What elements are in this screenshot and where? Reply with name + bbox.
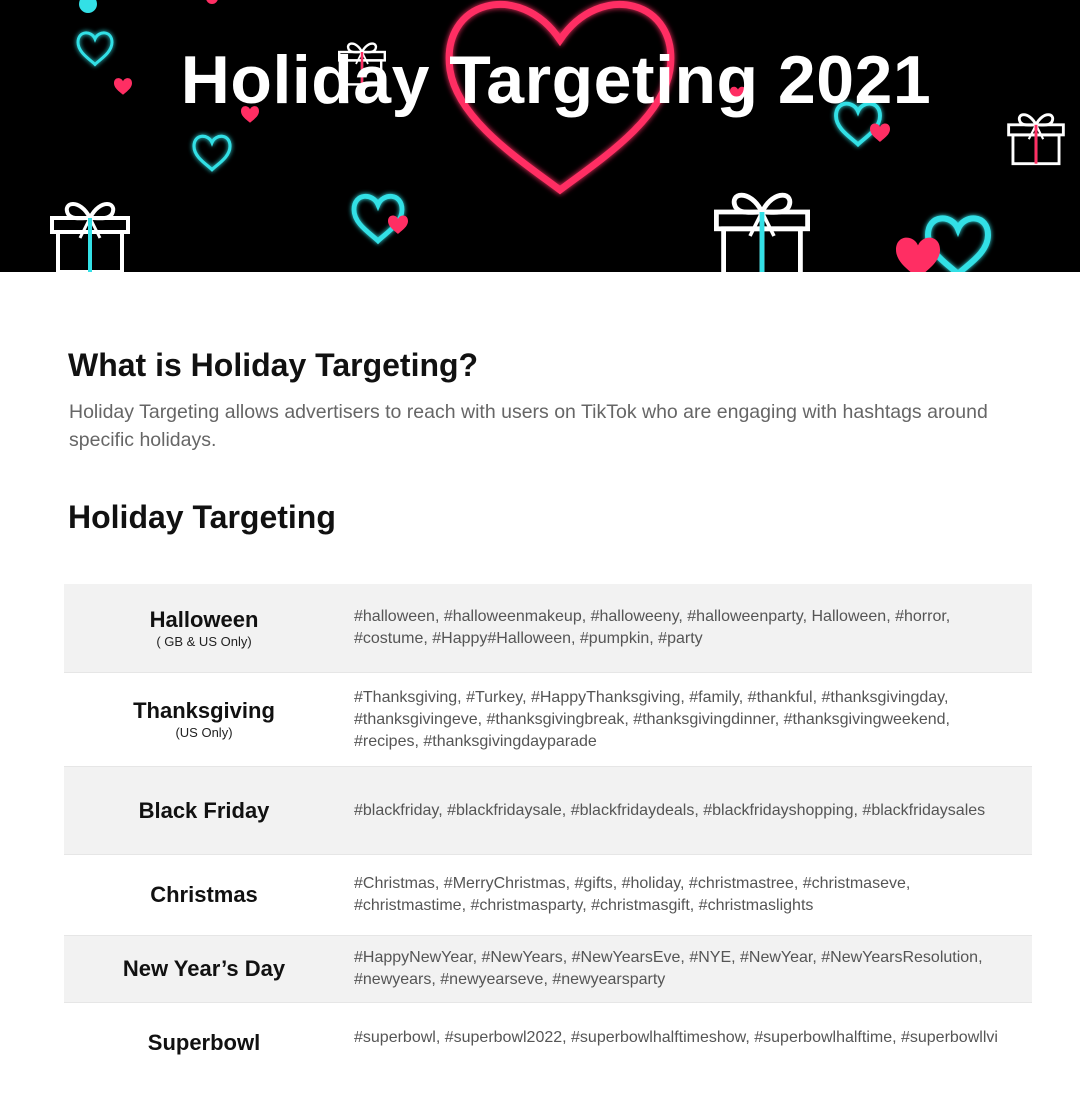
holiday-name: Thanksgiving — [133, 698, 275, 723]
hashtag-list: #Christmas, #MerryChristmas, #gifts, #holiday, #christmastree, #christmaseve, #christmastime, #christmasparty, #christmasgift, #christmaslights — [354, 875, 911, 914]
holiday-cell — [64, 698, 344, 741]
header-banner — [0, 0, 1080, 272]
intro-paragraph: Holiday Targeting allows advertisers to reach with users on TikTok who are engaging with hashtags around specific holidays. — [69, 401, 988, 451]
dot-icon — [206, 0, 218, 4]
hashtag-list: #halloween, #halloweenmakeup, #halloweeny, #halloweenparty, Halloween, #horror, #costume, #Happy#Halloween, #pumpkin, #party — [354, 608, 951, 647]
holiday-note: ( GB & US Only) — [156, 633, 252, 649]
holiday-name: New Year’s Day — [122, 956, 286, 981]
hashtag-list: #Thanksgiving, #Turkey, #HappyThanksgiving, #family, #thankful, #thanksgivingday, #thanksgivingeve, #thanksgivingbreak, #thanksgivingdinner, #thanksgivingweekend, #recipes, #thanksgivingdayparade — [354, 688, 950, 750]
heart-icon — [194, 136, 230, 169]
holiday-note: (US Only) — [175, 725, 233, 740]
banner-title: Holiday Targeting 2021 — [180, 42, 932, 118]
table-row — [64, 673, 1032, 766]
holiday-cell — [64, 798, 344, 824]
holiday-cell — [64, 1030, 344, 1056]
table-row — [64, 1003, 1032, 1083]
table-row — [64, 584, 1032, 672]
what-heading: What is Holiday Targeting? — [68, 347, 479, 383]
hashtag-list: #HappyNewYear, #NewYears, #NewYearsEve, #NYE, #NewYear, #NewYearsResolution, #newyears, #newyearseve, #newyearsparty — [354, 949, 983, 988]
hashtag-list: #blackfriday, #blackfridaysale, #blackfridaydeals, #blackfridayshopping, #blackfridaysales — [354, 801, 986, 819]
holiday-name: Halloween — [149, 606, 259, 632]
hashtag-list: #superbowl, #superbowl2022, #superbowlhalftimeshow, #superbowlhalftime, #superbowllvi — [354, 1029, 998, 1046]
dot-icon — [79, 0, 97, 13]
holiday-cell — [64, 607, 344, 650]
heart-icon — [896, 238, 940, 272]
table-row — [64, 767, 1032, 854]
holiday-table — [64, 584, 1032, 1083]
targeting-heading: Holiday Targeting — [68, 499, 336, 535]
holiday-name: Superbowl — [147, 1030, 261, 1055]
holiday-cell — [64, 882, 344, 908]
holiday-cell — [64, 956, 344, 982]
table-row — [64, 936, 1032, 1002]
heart-icon — [870, 123, 890, 142]
table-row — [64, 855, 1032, 935]
holiday-name: Black Friday — [138, 797, 270, 823]
holiday-name: Christmas — [150, 882, 258, 907]
